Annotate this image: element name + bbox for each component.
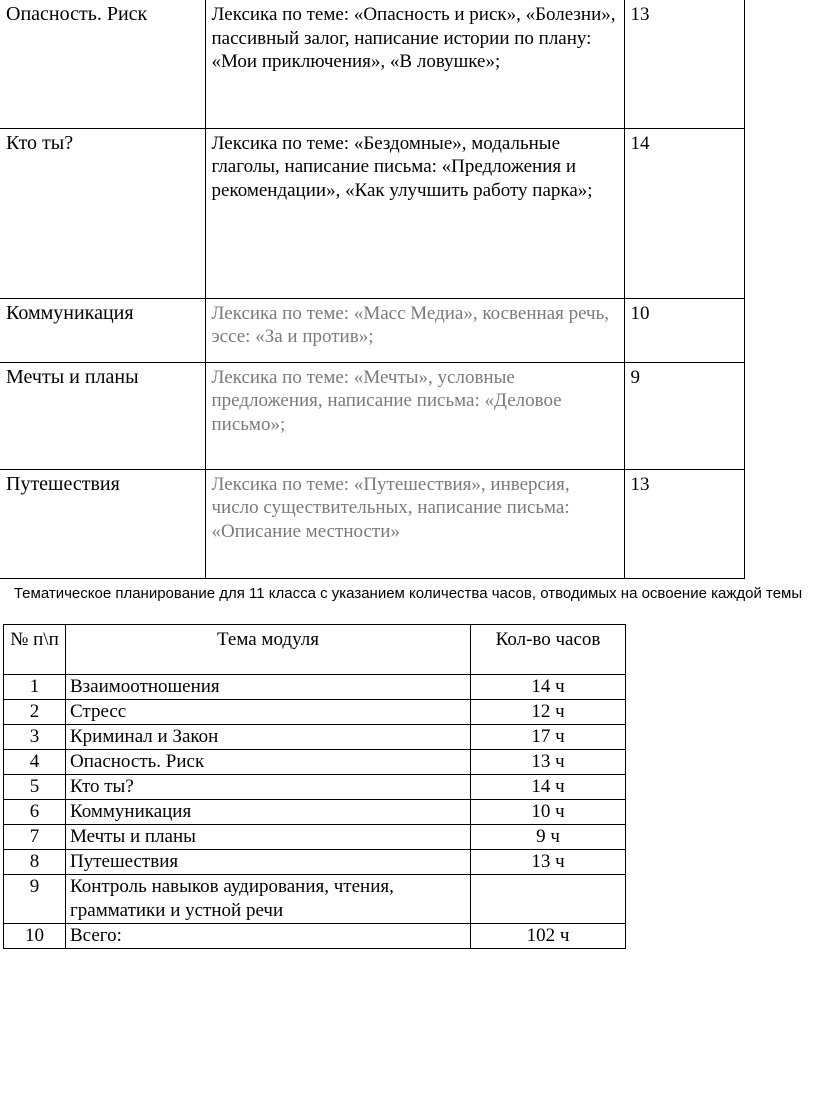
module-content: Лексика по теме: «Мечты», условные предложения, написание письма: «Деловое письмо»; <box>205 362 624 469</box>
row-topic: Путешествия <box>66 850 471 875</box>
table-row <box>4 875 626 924</box>
row-hours: 13 ч <box>471 750 626 775</box>
row-topic: Всего: <box>66 924 471 949</box>
hours-table-caption: Тематическое планирование для 11 класса с указанием количества часов, отводимых на освоение каждой темы <box>13 585 803 602</box>
row-number: 4 <box>4 750 66 775</box>
row-topic: Мечты и планы <box>66 825 471 850</box>
table-row <box>4 750 626 775</box>
table-row <box>0 469 744 578</box>
row-number: 8 <box>4 850 66 875</box>
row-number: 10 <box>4 924 66 949</box>
module-name: Опасность. Риск <box>0 0 205 128</box>
module-hours: 9 <box>624 362 744 469</box>
module-content-table <box>0 0 745 579</box>
table-row <box>4 800 626 825</box>
row-topic: Взаимоотношения <box>66 675 471 700</box>
module-content: Лексика по теме: «Бездомные», модальные глаголы, написание письма: «Предложения и рекомендации», «Как улучшить работу парка»; <box>205 128 624 298</box>
header-hours: Кол-во часов <box>471 625 626 675</box>
row-hours: 10 ч <box>471 800 626 825</box>
table-header-row <box>4 625 626 675</box>
module-name: Кто ты? <box>0 128 205 298</box>
row-number: 1 <box>4 675 66 700</box>
table-row <box>0 0 744 128</box>
table-row <box>4 725 626 750</box>
table-row <box>0 362 744 469</box>
table-row-total <box>4 924 626 949</box>
row-hours: 102 ч <box>471 924 626 949</box>
module-hours: 13 <box>624 0 744 128</box>
table-row <box>4 700 626 725</box>
module-hours: 10 <box>624 298 744 362</box>
row-number: 6 <box>4 800 66 825</box>
row-topic: Опасность. Риск <box>66 750 471 775</box>
row-topic: Контроль навыков аудирования, чтения, грамматики и устной речи <box>66 875 471 924</box>
row-number: 9 <box>4 875 66 924</box>
table-row <box>0 128 744 298</box>
hours-table <box>3 624 626 949</box>
module-name: Коммуникация <box>0 298 205 362</box>
row-number: 2 <box>4 700 66 725</box>
row-hours: 14 ч <box>471 775 626 800</box>
module-name: Мечты и планы <box>0 362 205 469</box>
header-topic: Тема модуля <box>66 625 471 675</box>
module-name: Путешествия <box>0 469 205 578</box>
row-hours <box>471 875 626 924</box>
module-hours: 13 <box>624 469 744 578</box>
row-number: 5 <box>4 775 66 800</box>
module-content: Лексика по теме: «Путешествия», инверсия, число существительных, написание письма: «Описание местности» <box>205 469 624 578</box>
row-topic: Кто ты? <box>66 775 471 800</box>
row-hours: 13 ч <box>471 850 626 875</box>
row-hours: 12 ч <box>471 700 626 725</box>
table-row <box>4 825 626 850</box>
row-hours: 14 ч <box>471 675 626 700</box>
header-number: № п\п <box>4 625 66 675</box>
table-row <box>4 675 626 700</box>
row-hours: 17 ч <box>471 725 626 750</box>
row-topic: Криминал и Закон <box>66 725 471 750</box>
table-row <box>4 850 626 875</box>
module-content: Лексика по теме: «Опасность и риск», «Болезни», пассивный залог, написание истории по плану: «Мои приключения», «В ловушке»; <box>205 0 624 128</box>
module-hours: 14 <box>624 128 744 298</box>
row-number: 7 <box>4 825 66 850</box>
table-row <box>4 775 626 800</box>
row-number: 3 <box>4 725 66 750</box>
module-content: Лексика по теме: «Масс Медиа», косвенная речь, эссе: «За и против»; <box>205 298 624 362</box>
row-topic: Стресс <box>66 700 471 725</box>
row-hours: 9 ч <box>471 825 626 850</box>
row-topic: Коммуникация <box>66 800 471 825</box>
table-row <box>0 298 744 362</box>
